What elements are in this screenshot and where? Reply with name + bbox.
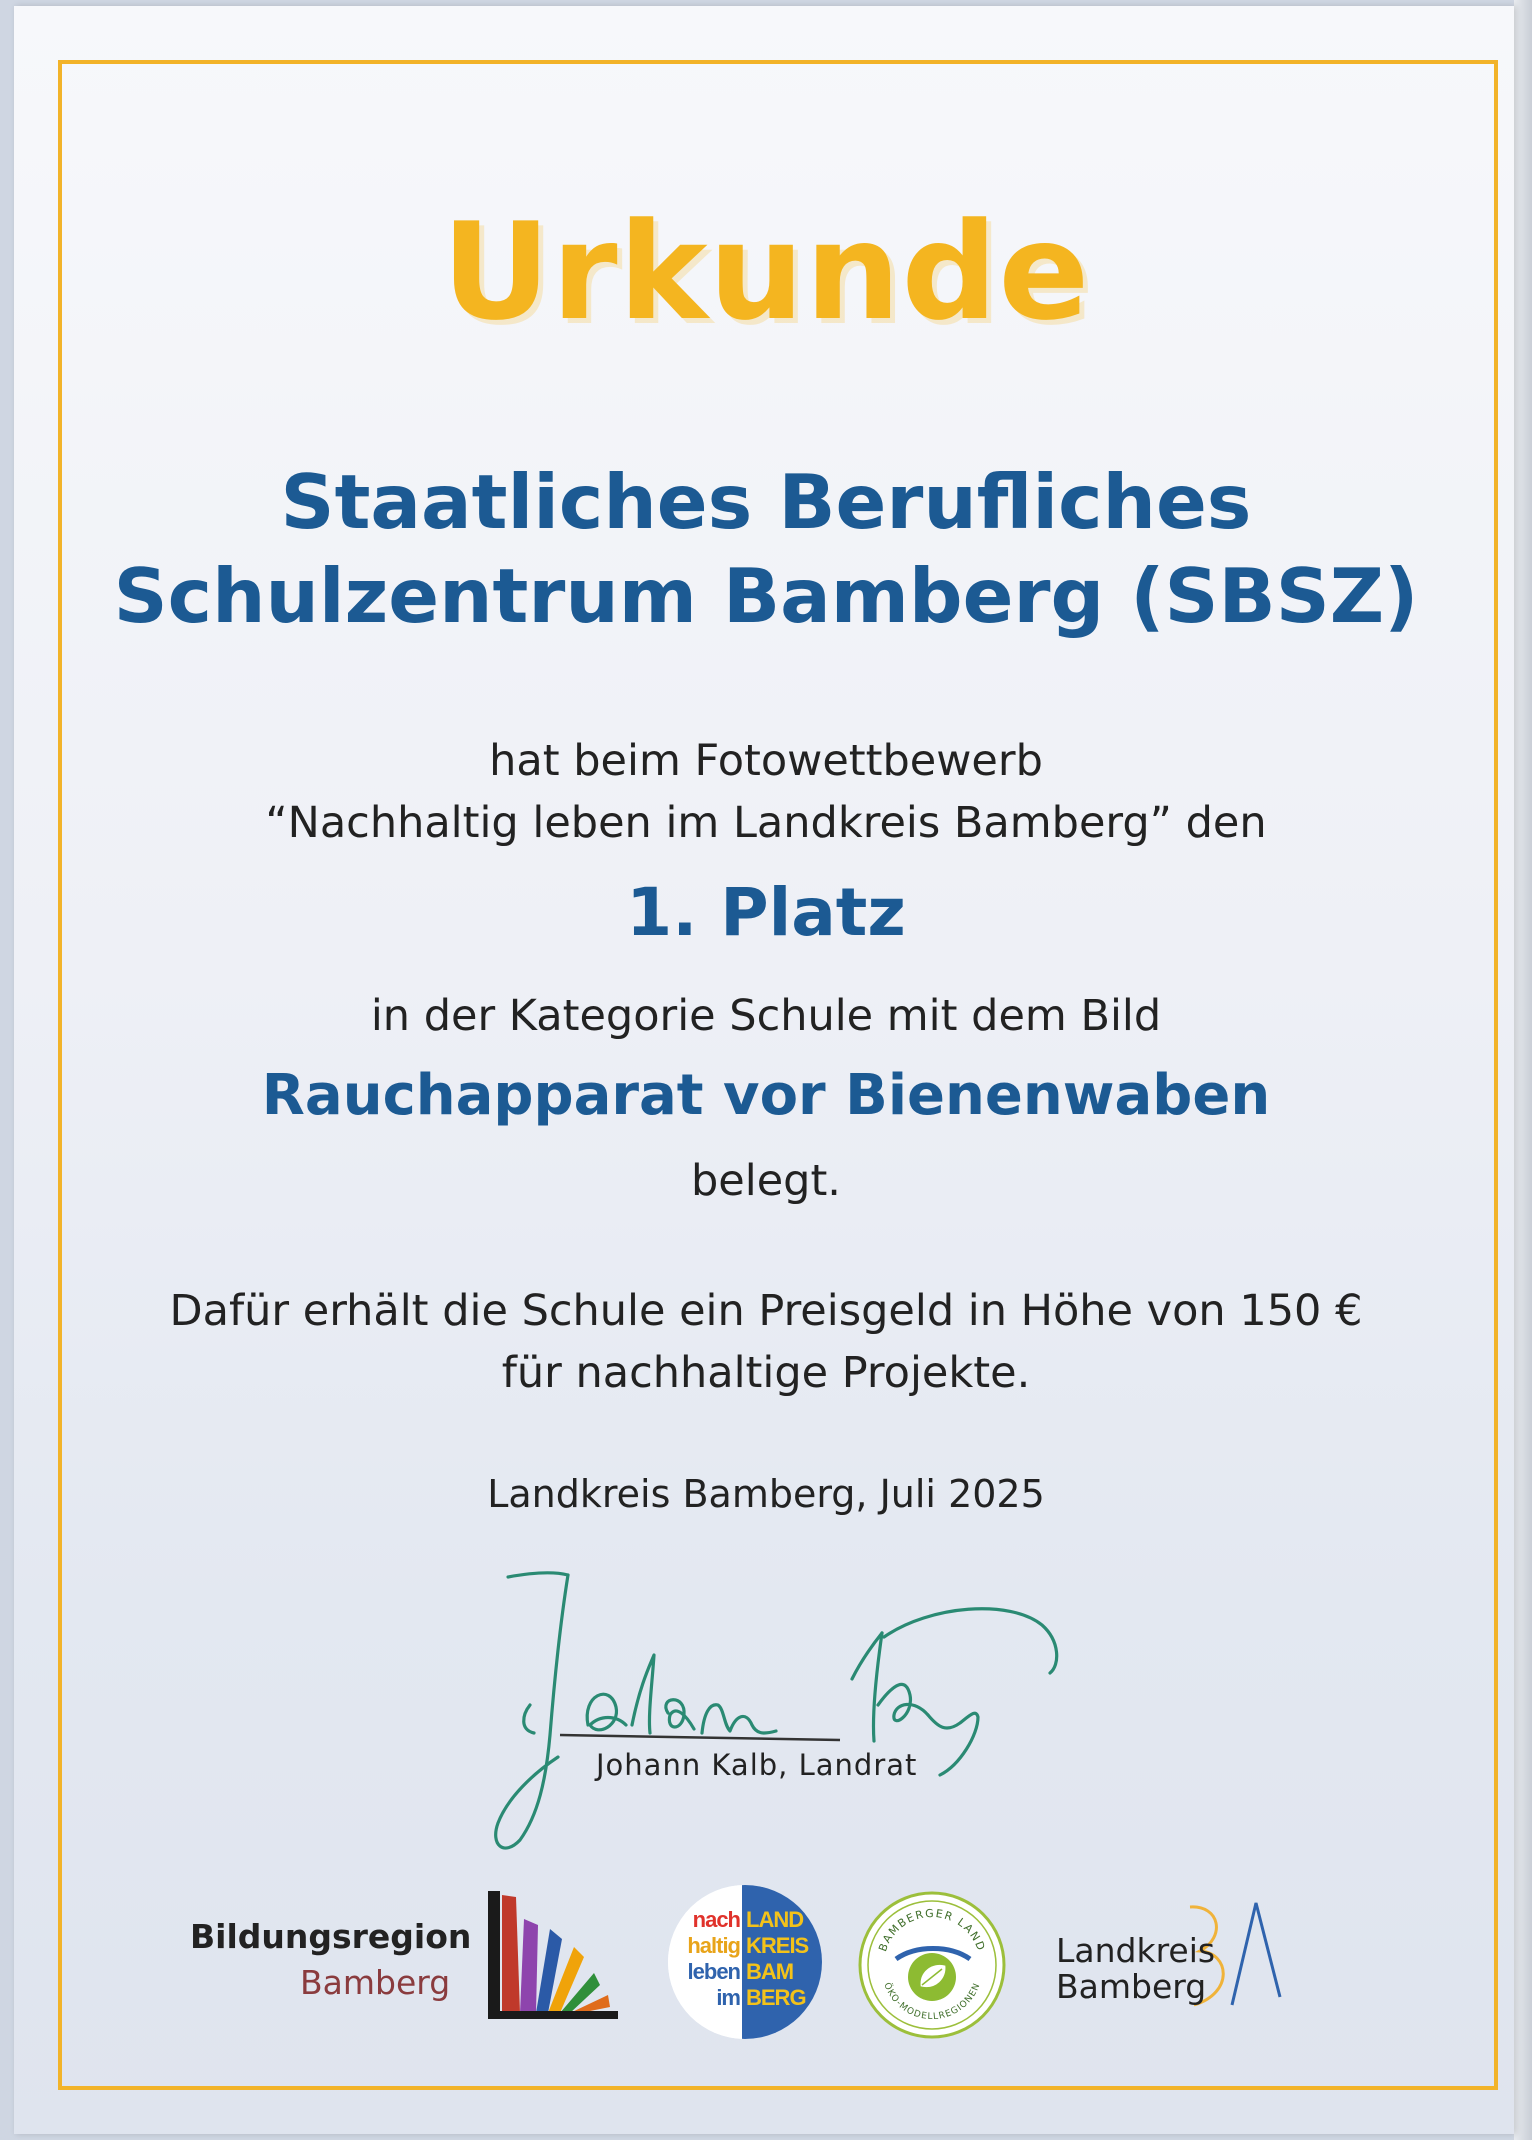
nh-word-1: nach <box>692 1907 740 1932</box>
oeko-bottom-text: ÖKO-MODELLREGIONEN <box>881 1981 983 2023</box>
certificate-title: Urkunde <box>441 194 1091 350</box>
nh-word-6: KREIS <box>746 1933 809 1958</box>
sponsor-logos <box>0 1885 1532 2045</box>
nh-word-5: LAND <box>746 1907 804 1932</box>
nh-word-7: BAM <box>746 1959 794 1984</box>
category-line: in der Kategorie Schule mit dem Bild <box>370 991 1162 1041</box>
signer-name: Johann Kalb, Landrat <box>596 1748 918 1782</box>
intro-line-1: hat beim Fotowettbewerb <box>489 736 1043 786</box>
bildungsregion-logo-line-1: Bildungsregion <box>190 1917 472 1956</box>
award-place: 1. Platz <box>626 874 906 951</box>
nh-word-2: haltig <box>687 1933 740 1958</box>
oeko-top-text: BAMBERGER LAND <box>876 1906 988 1954</box>
nh-word-4: im <box>716 1985 740 2010</box>
handwritten-signature <box>490 1565 1070 1865</box>
closing-text: belegt. <box>691 1156 841 1206</box>
recipient-name <box>0 455 1532 643</box>
picture-title: Rauchapparat vor Bienenwaben <box>261 1063 1271 1128</box>
nh-word-3: leben <box>687 1959 740 1984</box>
place-and-date: Landkreis Bamberg, Juli 2025 <box>487 1472 1045 1516</box>
recipient-line-2: Schulzentrum Bamberg (SBSZ) <box>113 552 1419 640</box>
landkreis-logo-line-1: Landkreis <box>1056 1931 1216 1970</box>
oeko-modellregion-logo <box>856 1889 1008 2041</box>
intro-text <box>0 730 1532 854</box>
prize-line-1: Dafür erhält die Schule ein Preisgeld in Höhe von 150 € <box>169 1286 1363 1336</box>
bildungsregion-logo-line-2: Bamberg <box>300 1963 451 2002</box>
nachhaltig-leben-logo <box>668 1885 822 2039</box>
bookshelf-fan-icon <box>484 1885 624 2025</box>
landkreis-logo-line-2: Bamberg <box>1056 1967 1207 2006</box>
intro-line-2: “Nachhaltig leben im Landkreis Bamberg” den <box>265 798 1267 848</box>
bildungsregion-logo <box>190 1885 630 2045</box>
nh-word-8: BERG <box>746 1985 806 2010</box>
prize-line-2: für nachhaltige Projekte. <box>501 1348 1031 1398</box>
prize-text <box>0 1280 1532 1404</box>
recipient-line-1: Staatliches Berufliches <box>280 458 1252 546</box>
landkreis-bamberg-logo <box>1056 1885 1296 2045</box>
